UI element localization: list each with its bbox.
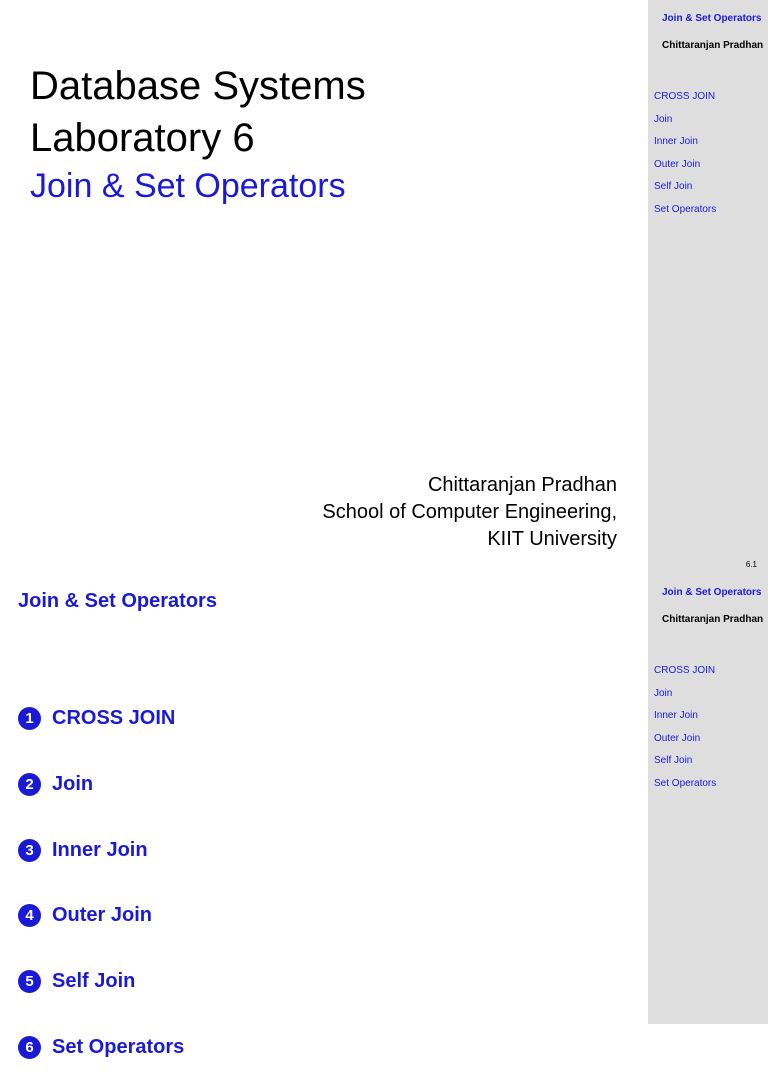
sidebar-title[interactable]: Join & Set Operators (662, 587, 762, 598)
author-university: KIIT University (487, 528, 617, 550)
sidebar-author: Chittaranjan Pradhan (662, 614, 764, 625)
sidebar-item-set-operators[interactable]: Set Operators (654, 777, 717, 789)
number-badge-icon: 2 (18, 773, 41, 796)
sidebar-title[interactable]: Join & Set Operators (662, 13, 762, 24)
toc-label: CROSS JOIN (52, 707, 176, 730)
sidebar-item-self-join[interactable]: Self Join (654, 181, 693, 192)
sidebar-nav (654, 665, 716, 800)
toc-item-join[interactable] (18, 752, 184, 818)
author-affiliation: School of Computer Engineering, (322, 501, 617, 523)
number-badge-icon: 5 (18, 970, 41, 993)
title-line-2: Laboratory 6 (30, 116, 255, 160)
table-of-contents (18, 686, 184, 1080)
toc-item-outer-join[interactable] (18, 883, 184, 949)
number-badge-icon: 4 (18, 904, 41, 927)
sidebar-item-outer-join[interactable]: Outer Join (654, 732, 701, 744)
sidebar-item-cross-join[interactable]: CROSS JOIN (654, 91, 716, 102)
toc-label: Outer Join (52, 904, 153, 927)
presentation-subtitle: Join & Set Operators (30, 167, 346, 205)
toc-label: Self Join (52, 970, 136, 993)
toc-label: Inner Join (52, 838, 148, 861)
number-badge-icon: 3 (18, 839, 41, 862)
toc-label: Join (52, 773, 94, 796)
sidebar-item-inner-join[interactable]: Inner Join (654, 710, 698, 721)
author-name: Chittaranjan Pradhan (427, 474, 617, 496)
toc-item-self-join[interactable] (18, 949, 184, 1015)
title-line-1: Database Systems (30, 64, 366, 108)
toc-item-set-operators[interactable] (18, 1014, 184, 1080)
presentation-title (30, 60, 366, 164)
author-block (322, 472, 617, 553)
toc-item-inner-join[interactable] (18, 817, 184, 883)
page-number: 6.1 (745, 560, 757, 569)
toc-label: Set Operators (52, 1035, 185, 1058)
number-badge-icon: 1 (18, 707, 41, 730)
toc-item-cross-join[interactable] (18, 686, 184, 752)
sidebar-item-join[interactable]: Join (654, 113, 673, 125)
sidebar-item-inner-join[interactable]: Inner Join (654, 136, 698, 147)
sidebar-item-join[interactable]: Join (654, 687, 673, 699)
sidebar-item-set-operators[interactable]: Set Operators (654, 203, 717, 215)
sidebar (648, 574, 768, 1024)
sidebar-author: Chittaranjan Pradhan (662, 40, 764, 51)
sidebar-nav (654, 91, 716, 226)
frame-title: Join & Set Operators (18, 590, 217, 612)
outline-slide (0, 574, 768, 1058)
sidebar-item-outer-join[interactable]: Outer Join (654, 158, 701, 170)
number-badge-icon: 6 (18, 1036, 41, 1059)
sidebar-item-self-join[interactable]: Self Join (654, 755, 693, 766)
sidebar (648, 0, 768, 574)
sidebar-item-cross-join[interactable]: CROSS JOIN (654, 665, 716, 676)
